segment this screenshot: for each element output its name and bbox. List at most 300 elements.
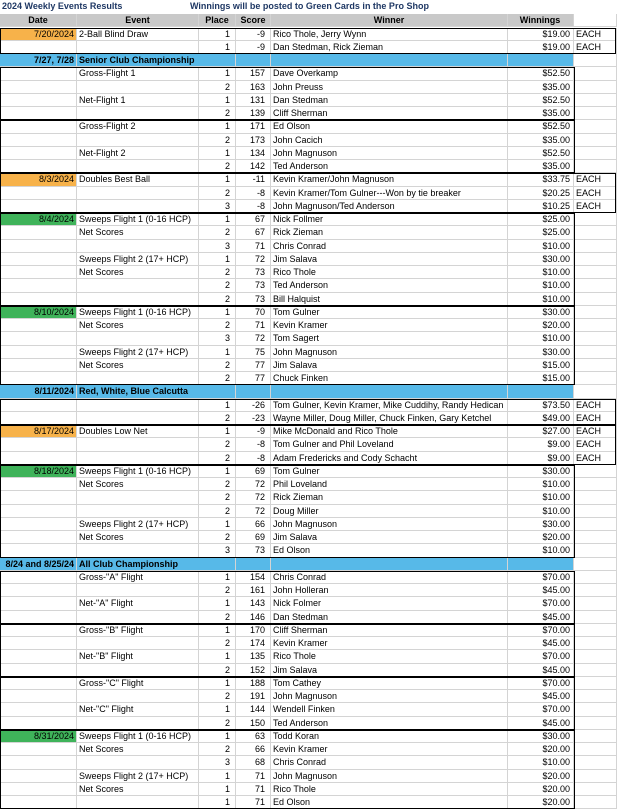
cell-event[interactable]: Sweeps Flight 1 (0-16 HCP) (77, 730, 199, 743)
cell-score[interactable]: 73 (236, 293, 271, 306)
cell-event[interactable]: Net Scores (77, 226, 199, 239)
cell-extra[interactable] (574, 677, 617, 690)
cell-place[interactable]: 2 (199, 412, 236, 425)
cell-event[interactable] (77, 611, 199, 624)
cell-extra[interactable] (574, 571, 617, 584)
cell-event[interactable] (77, 279, 199, 292)
cell-extra[interactable] (574, 120, 617, 133)
cell-event[interactable]: Gross-"B" Flight (77, 624, 199, 637)
cell-winner[interactable]: Rico Thole (271, 650, 508, 663)
cell-score[interactable]: 131 (236, 94, 271, 107)
cell-extra[interactable] (574, 650, 617, 663)
cell-winnings[interactable]: $10.00 (508, 505, 574, 518)
cell-date[interactable] (0, 187, 77, 200)
cell-date[interactable] (0, 571, 77, 584)
cell-extra[interactable] (574, 226, 617, 239)
cell-date[interactable] (0, 147, 77, 160)
cell-winnings[interactable]: $10.00 (508, 478, 574, 491)
cell-extra[interactable] (574, 783, 617, 796)
cell-place[interactable]: 2 (199, 743, 236, 756)
cell-event[interactable] (77, 107, 199, 120)
cell-winnings[interactable]: $70.00 (508, 703, 574, 716)
cell-date[interactable] (0, 783, 77, 796)
cell-score[interactable]: 71 (236, 240, 271, 253)
cell-winnings[interactable]: $19.00 (508, 41, 574, 54)
cell-score[interactable]: 71 (236, 783, 271, 796)
cell-extra[interactable]: EACH (574, 173, 617, 186)
cell-winnings[interactable]: $20.00 (508, 783, 574, 796)
cell-extra[interactable] (574, 67, 617, 80)
cell-winner[interactable]: Kevin Kramer (271, 743, 508, 756)
cell-event[interactable]: Red, White, Blue Calcutta (77, 385, 377, 398)
cell-winner[interactable]: Adam Fredericks and Cody Schacht (271, 452, 508, 465)
cell-event[interactable]: Sweeps Flight 1 (0-16 HCP) (77, 213, 199, 226)
cell-winner[interactable]: Kevin Kramer/Tom Gulner---Won by tie breaker (271, 187, 508, 200)
header-extra[interactable] (574, 14, 617, 27)
cell-score[interactable]: 72 (236, 253, 271, 266)
cell-extra[interactable] (574, 730, 617, 743)
cell-winner[interactable]: Dan Stedman, Rick Zieman (271, 41, 508, 54)
cell-score[interactable]: 135 (236, 650, 271, 663)
cell-date[interactable] (0, 94, 77, 107)
cell-place[interactable]: 2 (199, 584, 236, 597)
cell-extra[interactable] (574, 134, 617, 147)
cell-event[interactable]: Senior Club Championship (77, 54, 377, 67)
cell-place[interactable]: 2 (199, 717, 236, 730)
header-event[interactable]: Event (77, 14, 199, 27)
cell-score[interactable]: 146 (236, 611, 271, 624)
cell-place[interactable]: 2 (199, 452, 236, 465)
cell-place[interactable]: 2 (199, 372, 236, 385)
cell-date[interactable] (0, 637, 77, 650)
cell-date[interactable] (0, 372, 77, 385)
cell-winner[interactable]: John Magnuson (271, 770, 508, 783)
cell-extra[interactable]: EACH (574, 200, 617, 213)
cell-place[interactable]: 1 (199, 28, 236, 41)
cell-date[interactable] (0, 544, 77, 557)
cell-extra[interactable] (574, 756, 617, 769)
cell-score[interactable]: 71 (236, 319, 271, 332)
cell-winner[interactable]: Ed Olson (271, 544, 508, 557)
cell-winner[interactable]: Tom Gulner (271, 465, 508, 478)
cell-winnings[interactable]: $70.00 (508, 650, 574, 663)
cell-score[interactable]: 71 (236, 796, 271, 809)
cell-event[interactable] (77, 544, 199, 557)
cell-winnings[interactable]: $35.00 (508, 160, 574, 173)
cell-winnings[interactable]: $49.00 (508, 412, 574, 425)
cell-score[interactable]: 72 (236, 478, 271, 491)
cell-winnings[interactable]: $10.00 (508, 240, 574, 253)
cell-winner[interactable]: Chris Conrad (271, 756, 508, 769)
cell-score[interactable]: 71 (236, 770, 271, 783)
cell-event[interactable]: Sweeps Flight 1 (0-16 HCP) (77, 306, 199, 319)
cell-date[interactable] (0, 664, 77, 677)
cell-winner[interactable]: Dan Stedman (271, 611, 508, 624)
cell-winner[interactable]: Ted Anderson (271, 279, 508, 292)
header-score[interactable]: Score (236, 14, 271, 27)
cell-place[interactable]: 1 (199, 213, 236, 226)
cell-date[interactable] (0, 505, 77, 518)
cell-winner[interactable]: Tom Gulner and Phil Loveland (271, 438, 508, 451)
cell-event[interactable] (77, 452, 199, 465)
cell-score[interactable]: 157 (236, 67, 271, 80)
cell-event[interactable] (77, 637, 199, 650)
cell-date[interactable] (0, 597, 77, 610)
cell-place[interactable]: 1 (199, 94, 236, 107)
cell-winnings[interactable]: $52.50 (508, 147, 574, 160)
cell-winnings[interactable]: $45.00 (508, 611, 574, 624)
cell-score[interactable]: 72 (236, 332, 271, 345)
cell-place[interactable]: 2 (199, 226, 236, 239)
cell-event[interactable]: Gross-Flight 1 (77, 67, 199, 80)
cell-extra[interactable] (574, 690, 617, 703)
cell-date[interactable]: 8/31/2024 (0, 730, 77, 743)
cell-place[interactable]: 3 (199, 200, 236, 213)
cell-winner[interactable] (271, 385, 508, 398)
cell-date[interactable] (0, 399, 77, 412)
cell-winner[interactable]: Bill Halquist (271, 293, 508, 306)
cell-event[interactable] (77, 134, 199, 147)
cell-score[interactable]: 73 (236, 279, 271, 292)
cell-winnings[interactable]: $20.00 (508, 531, 574, 544)
cell-event[interactable]: Net Scores (77, 478, 199, 491)
cell-place[interactable]: 1 (199, 425, 236, 438)
cell-event[interactable]: Sweeps Flight 2 (17+ HCP) (77, 346, 199, 359)
cell-winner[interactable]: Rico Thole (271, 266, 508, 279)
cell-extra[interactable] (574, 359, 617, 372)
cell-date[interactable]: 7/20/2024 (0, 28, 77, 41)
cell-score[interactable]: 171 (236, 120, 271, 133)
cell-winnings[interactable]: $20.00 (508, 770, 574, 783)
cell-score[interactable]: -23 (236, 412, 271, 425)
cell-winnings[interactable] (508, 385, 574, 398)
cell-place[interactable]: 1 (199, 346, 236, 359)
cell-winnings[interactable]: $10.00 (508, 266, 574, 279)
cell-winnings[interactable]: $25.00 (508, 213, 574, 226)
cell-winnings[interactable]: $27.00 (508, 425, 574, 438)
cell-date[interactable]: 8/24 and 8/25/24 (0, 558, 77, 571)
cell-place[interactable]: 1 (199, 624, 236, 637)
cell-winnings[interactable]: $45.00 (508, 717, 574, 730)
cell-winner[interactable]: Rico Thole (271, 783, 508, 796)
cell-score[interactable] (236, 54, 271, 67)
cell-event[interactable] (77, 412, 199, 425)
cell-score[interactable]: -11 (236, 173, 271, 186)
cell-winnings[interactable]: $10.00 (508, 332, 574, 345)
cell-winner[interactable]: Cliff Sherman (271, 624, 508, 637)
cell-extra[interactable] (574, 637, 617, 650)
cell-date[interactable] (0, 770, 77, 783)
cell-event[interactable]: Net Scores (77, 783, 199, 796)
cell-date[interactable]: 8/18/2024 (0, 465, 77, 478)
cell-event[interactable]: Sweeps Flight 2 (17+ HCP) (77, 518, 199, 531)
cell-event[interactable] (77, 505, 199, 518)
cell-winner[interactable]: Todd Koran (271, 730, 508, 743)
cell-winnings[interactable]: $10.00 (508, 756, 574, 769)
cell-winnings[interactable]: $20.00 (508, 319, 574, 332)
cell-place[interactable]: 1 (199, 796, 236, 809)
cell-score[interactable]: 69 (236, 531, 271, 544)
cell-winnings[interactable]: $15.00 (508, 359, 574, 372)
cell-extra[interactable] (574, 253, 617, 266)
cell-event[interactable] (77, 160, 199, 173)
cell-place[interactable]: 1 (199, 173, 236, 186)
cell-place[interactable]: 2 (199, 266, 236, 279)
cell-date[interactable]: 7/27, 7/28 (0, 54, 77, 67)
cell-score[interactable]: -9 (236, 41, 271, 54)
cell-extra[interactable] (574, 213, 617, 226)
cell-event[interactable]: Net Scores (77, 319, 199, 332)
cell-score[interactable]: 73 (236, 544, 271, 557)
cell-winner[interactable]: Tom Sagert (271, 332, 508, 345)
cell-place[interactable]: 1 (199, 703, 236, 716)
cell-date[interactable] (0, 332, 77, 345)
cell-winnings[interactable] (508, 54, 574, 67)
cell-date[interactable]: 8/11/2024 (0, 385, 77, 398)
cell-date[interactable] (0, 438, 77, 451)
cell-event[interactable]: Net-"B" Flight (77, 650, 199, 663)
cell-extra[interactable] (574, 584, 617, 597)
cell-score[interactable]: 191 (236, 690, 271, 703)
cell-winnings[interactable]: $30.00 (508, 730, 574, 743)
cell-date[interactable] (0, 41, 77, 54)
cell-winnings[interactable]: $52.50 (508, 67, 574, 80)
cell-extra[interactable] (574, 743, 617, 756)
cell-date[interactable] (0, 650, 77, 663)
cell-place[interactable]: 3 (199, 756, 236, 769)
cell-event[interactable]: Net Scores (77, 531, 199, 544)
cell-place[interactable]: 1 (199, 571, 236, 584)
cell-score[interactable]: -9 (236, 425, 271, 438)
cell-winnings[interactable]: $45.00 (508, 690, 574, 703)
cell-score[interactable]: -26 (236, 399, 271, 412)
cell-winnings[interactable]: $20.00 (508, 796, 574, 809)
cell-date[interactable] (0, 518, 77, 531)
cell-winnings[interactable]: $20.25 (508, 187, 574, 200)
cell-winnings[interactable]: $10.00 (508, 544, 574, 557)
cell-extra[interactable] (574, 505, 617, 518)
cell-event[interactable]: Sweeps Flight 2 (17+ HCP) (77, 253, 199, 266)
cell-score[interactable]: 143 (236, 597, 271, 610)
cell-winner[interactable]: Jim Salava (271, 531, 508, 544)
cell-date[interactable] (0, 266, 77, 279)
cell-score[interactable]: 173 (236, 134, 271, 147)
cell-score[interactable]: 67 (236, 226, 271, 239)
cell-event[interactable] (77, 717, 199, 730)
cell-place[interactable] (199, 558, 236, 571)
cell-score[interactable]: 66 (236, 743, 271, 756)
cell-place[interactable]: 1 (199, 41, 236, 54)
cell-winner[interactable] (271, 54, 508, 67)
cell-winnings[interactable]: $20.00 (508, 743, 574, 756)
cell-event[interactable] (77, 41, 199, 54)
cell-extra[interactable] (574, 319, 617, 332)
cell-event[interactable]: Gross-"C" Flight (77, 677, 199, 690)
cell-extra[interactable]: EACH (574, 438, 617, 451)
cell-winner[interactable]: Mike McDonald and Rico Thole (271, 425, 508, 438)
cell-date[interactable] (0, 240, 77, 253)
cell-winnings[interactable]: $45.00 (508, 637, 574, 650)
cell-winner[interactable]: Chris Conrad (271, 571, 508, 584)
cell-date[interactable] (0, 743, 77, 756)
cell-date[interactable] (0, 293, 77, 306)
cell-event[interactable]: Sweeps Flight 1 (0-16 HCP) (77, 465, 199, 478)
cell-extra[interactable] (574, 94, 617, 107)
cell-place[interactable]: 1 (199, 399, 236, 412)
cell-extra[interactable] (574, 240, 617, 253)
cell-winner[interactable]: Ted Anderson (271, 717, 508, 730)
cell-extra[interactable] (574, 107, 617, 120)
cell-winner[interactable]: Ted Anderson (271, 160, 508, 173)
cell-score[interactable]: 134 (236, 147, 271, 160)
cell-winnings[interactable]: $30.00 (508, 518, 574, 531)
cell-place[interactable] (199, 54, 236, 67)
cell-winner[interactable]: Rick Zieman (271, 226, 508, 239)
cell-extra[interactable] (574, 531, 617, 544)
cell-event[interactable]: Net Scores (77, 359, 199, 372)
cell-winner[interactable]: Chris Conrad (271, 240, 508, 253)
cell-date[interactable] (0, 611, 77, 624)
cell-winner[interactable]: Jim Salava (271, 253, 508, 266)
cell-date[interactable]: 8/10/2024 (0, 306, 77, 319)
cell-winner[interactable]: John Magnuson (271, 690, 508, 703)
cell-extra[interactable] (574, 664, 617, 677)
cell-winnings[interactable]: $30.00 (508, 346, 574, 359)
cell-winnings[interactable]: $10.25 (508, 200, 574, 213)
cell-score[interactable]: 170 (236, 624, 271, 637)
cell-date[interactable] (0, 319, 77, 332)
cell-score[interactable]: -9 (236, 28, 271, 41)
cell-place[interactable]: 2 (199, 491, 236, 504)
cell-score[interactable]: 142 (236, 160, 271, 173)
cell-date[interactable] (0, 756, 77, 769)
cell-place[interactable]: 2 (199, 438, 236, 451)
cell-event[interactable]: Doubles Low Net (77, 425, 199, 438)
cell-winner[interactable]: Wayne Miller, Doug Miller, Chuck Finken, Gary Ketchel (271, 412, 508, 425)
cell-event[interactable] (77, 438, 199, 451)
cell-extra[interactable] (574, 597, 617, 610)
header-date[interactable]: Date (0, 14, 77, 27)
cell-date[interactable] (0, 359, 77, 372)
cell-event[interactable]: 2-Ball Blind Draw (77, 28, 199, 41)
cell-extra[interactable] (574, 266, 617, 279)
cell-extra[interactable] (574, 279, 617, 292)
cell-date[interactable] (0, 717, 77, 730)
cell-extra[interactable] (574, 147, 617, 160)
cell-score[interactable]: 72 (236, 505, 271, 518)
cell-winner[interactable]: Tom Cathey (271, 677, 508, 690)
cell-score[interactable]: 73 (236, 266, 271, 279)
cell-extra[interactable]: EACH (574, 412, 617, 425)
cell-score[interactable]: -8 (236, 200, 271, 213)
cell-place[interactable]: 1 (199, 120, 236, 133)
cell-event[interactable] (77, 187, 199, 200)
cell-winnings[interactable]: $52.50 (508, 120, 574, 133)
cell-event[interactable] (77, 240, 199, 253)
cell-place[interactable]: 1 (199, 465, 236, 478)
cell-place[interactable]: 2 (199, 107, 236, 120)
cell-event[interactable] (77, 81, 199, 94)
cell-date[interactable] (0, 253, 77, 266)
cell-winnings[interactable]: $35.00 (508, 134, 574, 147)
cell-winner[interactable]: Chuck Finken (271, 372, 508, 385)
cell-event[interactable] (77, 399, 199, 412)
cell-date[interactable] (0, 531, 77, 544)
cell-winner[interactable]: John Cacich (271, 134, 508, 147)
cell-extra[interactable] (574, 717, 617, 730)
cell-winnings[interactable]: $10.00 (508, 279, 574, 292)
cell-winner[interactable]: Kevin Kramer (271, 637, 508, 650)
cell-place[interactable]: 2 (199, 293, 236, 306)
cell-event[interactable] (77, 690, 199, 703)
cell-score[interactable]: -8 (236, 452, 271, 465)
cell-place[interactable]: 2 (199, 134, 236, 147)
cell-extra[interactable] (574, 558, 617, 571)
cell-extra[interactable]: EACH (574, 41, 617, 54)
cell-score[interactable]: 154 (236, 571, 271, 584)
cell-winner[interactable]: Nick Follmer (271, 213, 508, 226)
cell-winner[interactable]: Wendell Finken (271, 703, 508, 716)
cell-place[interactable]: 2 (199, 531, 236, 544)
cell-event[interactable]: Net Scores (77, 266, 199, 279)
cell-extra[interactable] (574, 544, 617, 557)
cell-place[interactable] (199, 385, 236, 398)
cell-winner[interactable]: John Magnuson (271, 346, 508, 359)
cell-date[interactable] (0, 200, 77, 213)
cell-place[interactable]: 2 (199, 690, 236, 703)
cell-place[interactable]: 3 (199, 332, 236, 345)
cell-event[interactable]: Gross-"A" Flight (77, 571, 199, 584)
header-winner[interactable]: Winner (271, 14, 508, 27)
cell-place[interactable]: 1 (199, 783, 236, 796)
header-winnings[interactable]: Winnings (508, 14, 574, 27)
cell-extra[interactable] (574, 81, 617, 94)
cell-extra[interactable] (574, 293, 617, 306)
cell-winnings[interactable]: $70.00 (508, 624, 574, 637)
cell-extra[interactable]: EACH (574, 28, 617, 41)
cell-score[interactable]: 161 (236, 584, 271, 597)
cell-winner[interactable]: Cliff Sherman (271, 107, 508, 120)
cell-winner[interactable]: Tom Gulner (271, 306, 508, 319)
cell-score[interactable]: 144 (236, 703, 271, 716)
cell-event[interactable]: Doubles Best Ball (77, 173, 199, 186)
cell-event[interactable]: Net-"A" Flight (77, 597, 199, 610)
cell-event[interactable]: Net-"C" Flight (77, 703, 199, 716)
cell-winnings[interactable]: $25.00 (508, 226, 574, 239)
cell-place[interactable]: 1 (199, 770, 236, 783)
cell-date[interactable] (0, 690, 77, 703)
cell-score[interactable]: 68 (236, 756, 271, 769)
cell-winnings[interactable]: $70.00 (508, 677, 574, 690)
cell-event[interactable] (77, 491, 199, 504)
cell-extra[interactable]: EACH (574, 187, 617, 200)
cell-winnings[interactable]: $33.75 (508, 173, 574, 186)
cell-extra[interactable] (574, 54, 617, 67)
cell-date[interactable] (0, 677, 77, 690)
cell-score[interactable]: 70 (236, 306, 271, 319)
cell-extra[interactable] (574, 306, 617, 319)
cell-event[interactable] (77, 372, 199, 385)
cell-place[interactable]: 1 (199, 306, 236, 319)
cell-winner[interactable]: Jim Salava (271, 664, 508, 677)
cell-place[interactable]: 1 (199, 518, 236, 531)
cell-place[interactable]: 2 (199, 611, 236, 624)
cell-place[interactable]: 2 (199, 359, 236, 372)
cell-place[interactable]: 1 (199, 677, 236, 690)
cell-event[interactable] (77, 584, 199, 597)
cell-event[interactable]: Net-Flight 1 (77, 94, 199, 107)
cell-winnings[interactable]: $30.00 (508, 306, 574, 319)
